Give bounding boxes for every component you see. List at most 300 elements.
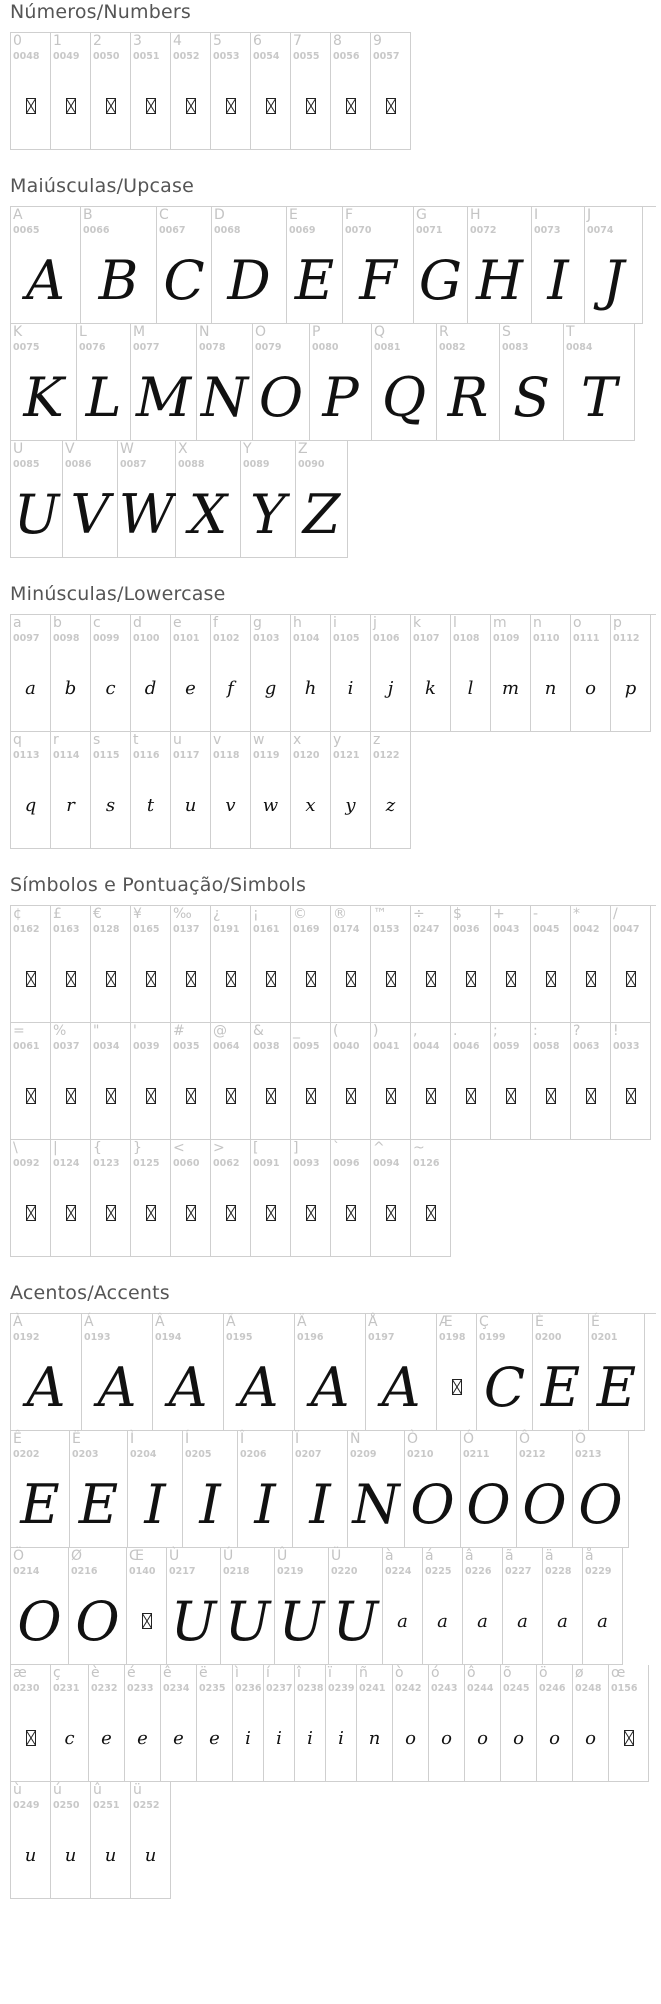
glyph-code-label: 0245: [503, 1683, 530, 1694]
glyph-code-label: 0080: [312, 342, 339, 353]
missing-glyph-box-icon: [386, 1088, 396, 1104]
glyph-char-label: Å: [368, 1314, 378, 1330]
glyph-cell: [295, 1314, 366, 1431]
glyph-cell: [11, 1140, 51, 1257]
glyph-sample: a: [557, 1610, 568, 1632]
glyph-cell: [537, 1665, 573, 1782]
glyph-sample: n: [544, 677, 557, 699]
glyph-code-label: 0174: [333, 924, 360, 935]
glyph-sample: N: [352, 1472, 400, 1536]
glyph-char-label: j: [373, 615, 377, 631]
glyph-code-label: 0068: [214, 225, 241, 236]
glyph-code-label: 0226: [465, 1566, 492, 1577]
glyph-cell: [251, 732, 291, 849]
glyph-char-label: Y: [243, 441, 252, 457]
glyph-char-label: A: [13, 207, 23, 223]
glyph-code-label: 0036: [453, 924, 480, 935]
glyph-sample: a: [597, 1610, 608, 1632]
numbers-grid: [10, 32, 411, 150]
glyph-char-label: >: [213, 1140, 225, 1156]
glyph-char-label: y: [333, 732, 342, 748]
glyph-code-label: 0156: [611, 1683, 638, 1694]
glyph-cell: [371, 732, 411, 849]
glyph-code-label: 0224: [385, 1566, 412, 1577]
glyph-cell: [70, 1431, 128, 1548]
glyph-char-label: ù: [13, 1782, 22, 1798]
glyph-sample: u: [24, 1844, 37, 1866]
section-title-numbers: Números/Numbers: [10, 1, 191, 23]
glyph-cell: [11, 441, 63, 558]
glyph-cell: [131, 1023, 171, 1140]
glyph-code-label: 0206: [240, 1449, 267, 1460]
glyph-char-label: Ê: [13, 1431, 22, 1447]
glyph-char-label: ò: [395, 1665, 404, 1681]
glyph-cell: [251, 615, 291, 732]
glyph-char-label: È: [535, 1314, 544, 1330]
glyph-sample: T: [580, 365, 618, 429]
glyph-char-label: V: [65, 441, 75, 457]
glyph-cell: [171, 1140, 211, 1257]
glyph-code-label: 0045: [533, 924, 560, 935]
glyph-char-label: é: [127, 1665, 136, 1681]
glyph-sample: a: [25, 677, 36, 699]
missing-glyph-box-icon: [466, 971, 476, 987]
glyph-char-label: .: [453, 1023, 458, 1039]
glyph-cell: [465, 1665, 501, 1782]
glyph-char-label: Â: [155, 1314, 165, 1330]
glyph-cell: [128, 1431, 183, 1548]
missing-glyph-icon: [91, 1053, 130, 1139]
glyph-cell: [171, 1023, 211, 1140]
missing-glyph-box-icon: [346, 98, 356, 114]
glyph-sample: A: [26, 248, 65, 312]
glyph-char-label: ú: [53, 1782, 62, 1798]
missing-glyph-box-icon: [346, 1205, 356, 1221]
glyph-code-label: 0114: [53, 750, 80, 761]
glyph-cell: [91, 615, 131, 732]
glyph-sample: e: [173, 1727, 184, 1749]
glyph-cell: [437, 1314, 477, 1431]
glyph-sample: c: [105, 677, 116, 699]
missing-glyph-icon: [211, 1053, 250, 1139]
glyph-sample: j: [387, 677, 394, 699]
glyph-code-label: 0238: [297, 1683, 324, 1694]
glyph-code-label: 0241: [359, 1683, 386, 1694]
glyph-char-label: ô: [467, 1665, 476, 1681]
glyph-sample: D: [227, 248, 271, 312]
glyph-code-label: 0095: [293, 1041, 320, 1052]
glyph-sample: A: [381, 1355, 421, 1419]
missing-glyph-icon: [251, 63, 290, 149]
glyph-cell: [468, 207, 532, 324]
glyph-sample: k: [425, 677, 436, 699]
missing-glyph-box-icon: [186, 971, 196, 987]
glyph-cell: [573, 1431, 629, 1548]
glyph-cell: [371, 1023, 411, 1140]
glyph-sample: a: [477, 1610, 488, 1632]
glyph-cell: [51, 33, 91, 150]
glyph-cell: [477, 1314, 533, 1431]
glyph-sample: O: [17, 1589, 62, 1653]
glyph-code-label: 0124: [53, 1158, 80, 1169]
glyph-cell: [291, 33, 331, 150]
missing-glyph-box-icon: [546, 971, 556, 987]
glyph-code-label: 0162: [13, 924, 40, 935]
glyph-code-label: 0074: [587, 225, 614, 236]
glyph-code-label: 0248: [575, 1683, 602, 1694]
missing-glyph-box-icon: [26, 1088, 36, 1104]
glyph-sample: e: [209, 1727, 220, 1749]
glyph-sample: h: [304, 677, 317, 699]
missing-glyph-icon: [251, 936, 290, 1022]
glyph-cell: [331, 906, 371, 1023]
missing-glyph-box-icon: [546, 1088, 556, 1104]
missing-glyph-box-icon: [26, 1205, 36, 1221]
symbols-section: [10, 873, 661, 1257]
missing-glyph-icon: [531, 936, 570, 1022]
glyph-char-label: i: [333, 615, 337, 631]
glyph-code-label: 0112: [613, 633, 640, 644]
glyph-char-label: X: [178, 441, 188, 457]
missing-glyph-icon: [51, 1053, 90, 1139]
glyph-sample: p: [624, 677, 637, 699]
glyph-char-label: 4: [173, 33, 182, 49]
missing-glyph-icon: [371, 1170, 410, 1256]
missing-glyph-box-icon: [506, 971, 516, 987]
missing-glyph-box-icon: [66, 1088, 76, 1104]
missing-glyph-icon: [211, 63, 250, 149]
missing-glyph-icon: [291, 1170, 330, 1256]
missing-glyph-icon: [131, 936, 170, 1022]
glyph-sample: i: [338, 1727, 344, 1749]
glyph-char-label: 7: [293, 33, 302, 49]
glyph-code-label: 0201: [591, 1332, 618, 1343]
glyph-char-label: ¿: [213, 906, 221, 922]
glyph-code-label: 0169: [293, 924, 320, 935]
glyph-code-label: 0126: [413, 1158, 440, 1169]
missing-glyph-icon: [331, 63, 370, 149]
glyph-code-label: 0249: [13, 1800, 40, 1811]
missing-glyph-box-icon: [186, 98, 196, 114]
glyph-sample: o: [585, 1727, 596, 1749]
missing-glyph-box-icon: [266, 98, 276, 114]
glyph-char-label: ó: [431, 1665, 440, 1681]
glyph-sample: r: [66, 794, 75, 816]
glyph-char-label: Ü: [331, 1548, 342, 1564]
glyph-cell: [91, 906, 131, 1023]
glyph-cell: [423, 1548, 463, 1665]
glyph-sample: E: [20, 1472, 60, 1536]
glyph-cell: [463, 1548, 503, 1665]
missing-glyph-icon: [171, 1170, 210, 1256]
glyph-char-label: O: [255, 324, 267, 340]
glyph-code-label: 0065: [13, 225, 40, 236]
glyph-code-label: 0071: [416, 225, 443, 236]
glyph-char-label: Ô: [519, 1431, 531, 1447]
glyph-cell: [51, 732, 91, 849]
glyph-code-label: 0073: [534, 225, 561, 236]
missing-glyph-box-icon: [26, 98, 36, 114]
glyph-sample: B: [98, 248, 139, 312]
glyph-char-label: Ù: [169, 1548, 180, 1564]
glyph-cell: [51, 1023, 91, 1140]
glyph-char-label: d: [133, 615, 142, 631]
glyph-code-label: 0235: [199, 1683, 226, 1694]
glyph-code-label: 0210: [407, 1449, 434, 1460]
glyph-code-label: 0094: [373, 1158, 400, 1169]
glyph-cell: [238, 1431, 293, 1548]
glyph-code-label: 0051: [133, 51, 160, 62]
missing-glyph-box-icon: [426, 1205, 436, 1221]
glyph-cell: [91, 33, 131, 150]
missing-glyph-box-icon: [346, 1088, 356, 1104]
glyph-code-label: 0060: [173, 1158, 200, 1169]
glyph-code-label: 0209: [350, 1449, 377, 1460]
missing-glyph-icon: [171, 1053, 210, 1139]
glyph-code-label: 0237: [266, 1683, 293, 1694]
glyph-char-label: z: [373, 732, 381, 748]
missing-glyph-box-icon: [266, 1088, 276, 1104]
uppercase-grid: [10, 206, 656, 558]
missing-glyph-icon: [91, 63, 130, 149]
glyph-cell: [366, 1314, 437, 1431]
glyph-code-label: 0116: [133, 750, 160, 761]
glyph-sample: e: [185, 677, 196, 699]
glyph-sample: b: [64, 677, 77, 699]
glyph-cell: [291, 1023, 331, 1140]
glyph-cell: [127, 1548, 167, 1665]
glyph-cell: [171, 615, 211, 732]
glyph-sample: P: [322, 365, 359, 429]
glyph-char-label: m: [493, 615, 507, 631]
glyph-char-label: K: [13, 324, 23, 340]
glyph-char-label: ä: [545, 1548, 554, 1564]
missing-glyph-icon: [411, 936, 450, 1022]
missing-glyph-icon: [251, 1053, 290, 1139]
glyph-sample: i: [276, 1727, 282, 1749]
glyph-cell: [51, 1140, 91, 1257]
glyph-char-label: q: [13, 732, 22, 748]
glyph-cell: [11, 1548, 69, 1665]
missing-glyph-icon: [211, 1170, 250, 1256]
glyph-code-label: 0058: [533, 1041, 560, 1052]
glyph-code-label: 0125: [133, 1158, 160, 1169]
missing-glyph-icon: [491, 1053, 530, 1139]
glyph-cell: [451, 906, 491, 1023]
glyph-char-label: t: [133, 732, 139, 748]
glyph-sample: c: [64, 1727, 75, 1749]
glyph-sample: o: [513, 1727, 524, 1749]
glyph-char-label: ): [373, 1023, 379, 1039]
glyph-code-label: 0244: [467, 1683, 494, 1694]
glyph-char-label: Ï: [295, 1431, 300, 1447]
glyph-cell: [372, 324, 437, 441]
glyph-char-label: ©: [293, 906, 307, 922]
glyph-char-label: ç: [53, 1665, 61, 1681]
glyph-cell: [411, 1023, 451, 1140]
glyph-code-label: 0081: [374, 342, 401, 353]
glyph-sample: i: [347, 677, 354, 699]
glyph-code-label: 0102: [213, 633, 240, 644]
glyph-sample: W: [118, 482, 175, 546]
glyph-cell: [157, 207, 212, 324]
glyph-char-label: \: [13, 1140, 18, 1156]
glyph-cell: [197, 1665, 233, 1782]
glyph-char-label: F: [345, 207, 354, 223]
glyph-sample: n: [368, 1727, 381, 1749]
glyph-sample: Q: [381, 365, 427, 429]
glyph-code-label: 0234: [163, 1683, 190, 1694]
glyph-char-label: ã: [505, 1548, 514, 1564]
glyph-sample: L: [85, 365, 122, 429]
glyph-char-label: 1: [53, 33, 62, 49]
glyph-cell: [491, 906, 531, 1023]
glyph-cell: [233, 1665, 264, 1782]
glyph-char-label: H: [470, 207, 481, 223]
glyph-char-label: ê: [163, 1665, 172, 1681]
missing-glyph-box-icon: [106, 1205, 116, 1221]
missing-glyph-box-icon: [346, 971, 356, 987]
glyph-cell: [82, 1314, 153, 1431]
glyph-char-label: Ñ: [350, 1431, 361, 1447]
glyph-sample: U: [332, 1589, 379, 1653]
glyph-sample: O: [522, 1472, 567, 1536]
glyph-code-label: 0106: [373, 633, 400, 644]
glyph-code-label: 0192: [13, 1332, 40, 1343]
glyph-sample: U: [278, 1589, 325, 1653]
missing-glyph-icon: [11, 936, 50, 1022]
glyph-char-label: Ø: [71, 1548, 83, 1564]
glyph-cell: [171, 732, 211, 849]
glyph-cell: [571, 615, 611, 732]
glyph-sample: o: [405, 1727, 416, 1749]
section-title-accents: Acentos/Accents: [10, 1282, 170, 1304]
glyph-char-label: ø: [575, 1665, 584, 1681]
missing-glyph-box-icon: [146, 971, 156, 987]
glyph-cell: [531, 615, 571, 732]
glyph-sample: I: [254, 1472, 276, 1536]
accents-section: [10, 1281, 661, 1899]
glyph-char-label: f: [213, 615, 218, 631]
glyph-cell: [131, 732, 171, 849]
glyph-char-label: Û: [277, 1548, 288, 1564]
glyph-cell: [503, 1548, 543, 1665]
glyph-cell: [295, 1665, 326, 1782]
glyph-cell: [211, 615, 251, 732]
glyph-code-label: 0067: [159, 225, 186, 236]
glyph-code-label: 0109: [493, 633, 520, 644]
glyph-cell: [331, 1023, 371, 1140]
glyph-char-label: v: [213, 732, 222, 748]
glyph-char-label: N: [199, 324, 210, 340]
missing-glyph-icon: [571, 1053, 610, 1139]
glyph-code-label: 0195: [226, 1332, 253, 1343]
glyph-code-label: 0087: [120, 459, 147, 470]
glyph-code-label: 0220: [331, 1566, 358, 1577]
glyph-sample: w: [262, 794, 279, 816]
lowercase-section: [10, 582, 661, 849]
glyph-char-label: á: [425, 1548, 434, 1564]
glyph-code-label: 0163: [53, 924, 80, 935]
glyph-char-label: À: [13, 1314, 23, 1330]
symbols-grid: [10, 905, 656, 1257]
glyph-sample: m: [501, 677, 520, 699]
glyph-sample: E: [294, 248, 335, 312]
glyph-char-label: 6: [253, 33, 262, 49]
glyph-sample: J: [602, 248, 625, 312]
glyph-sample: s: [105, 794, 116, 816]
glyph-char-label: :: [533, 1023, 538, 1039]
missing-glyph-icon: [331, 936, 370, 1022]
missing-glyph-icon: [611, 936, 650, 1022]
glyph-char-label: u: [173, 732, 182, 748]
glyph-code-label: 0054: [253, 51, 280, 62]
glyph-cell: [212, 207, 287, 324]
glyph-code-label: 0038: [253, 1041, 280, 1052]
missing-glyph-box-icon: [146, 1088, 156, 1104]
glyph-cell: [585, 207, 643, 324]
glyph-sample: U: [13, 482, 60, 546]
missing-glyph-icon: [371, 1053, 410, 1139]
glyph-char-label: e: [173, 615, 182, 631]
glyph-code-label: 0034: [93, 1041, 120, 1052]
glyph-sample: M: [135, 365, 192, 429]
glyph-sample: A: [239, 1355, 279, 1419]
glyph-cell: [91, 732, 131, 849]
glyph-sample: K: [23, 365, 64, 429]
glyph-cell: [371, 33, 411, 150]
glyph-char-label: $: [453, 906, 462, 922]
missing-glyph-icon: [11, 1053, 50, 1139]
glyph-cell: [11, 615, 51, 732]
missing-glyph-box-icon: [66, 1205, 76, 1221]
glyph-char-label: R: [439, 324, 449, 340]
glyph-char-label: G: [416, 207, 427, 223]
glyph-cell: [11, 1023, 51, 1140]
missing-glyph-box-icon: [506, 1088, 516, 1104]
glyph-char-label: b: [53, 615, 62, 631]
glyph-cell: [131, 1782, 171, 1899]
glyph-sample: v: [225, 794, 236, 816]
missing-glyph-box-icon: [452, 1379, 462, 1395]
glyph-char-label: <: [173, 1140, 185, 1156]
glyph-cell: [573, 1665, 609, 1782]
glyph-code-label: 0229: [585, 1566, 612, 1577]
glyph-cell: [348, 1431, 405, 1548]
glyph-sample: A: [310, 1355, 350, 1419]
glyph-char-label: D: [214, 207, 225, 223]
glyph-cell: [531, 1023, 571, 1140]
glyph-char-label: ñ: [359, 1665, 368, 1681]
glyph-code-label: 0227: [505, 1566, 532, 1577]
glyph-code-label: 0213: [575, 1449, 602, 1460]
missing-glyph-icon: [571, 936, 610, 1022]
glyph-char-label: í: [266, 1665, 270, 1681]
glyph-cell: [251, 33, 291, 150]
glyph-char-label: E: [289, 207, 298, 223]
glyph-char-label: ¡: [253, 906, 259, 922]
glyph-code-label: 0122: [373, 750, 400, 761]
glyph-code-label: 0111: [573, 633, 600, 644]
glyph-char-label: Ö: [13, 1548, 25, 1564]
glyph-cell: [51, 1665, 89, 1782]
glyph-code-label: 0053: [213, 51, 240, 62]
glyph-code-label: 0165: [133, 924, 160, 935]
glyph-char-label: Æ: [439, 1314, 453, 1330]
glyph-sample: i: [245, 1727, 251, 1749]
glyph-cell: [118, 441, 176, 558]
glyph-code-label: 0211: [463, 1449, 490, 1460]
